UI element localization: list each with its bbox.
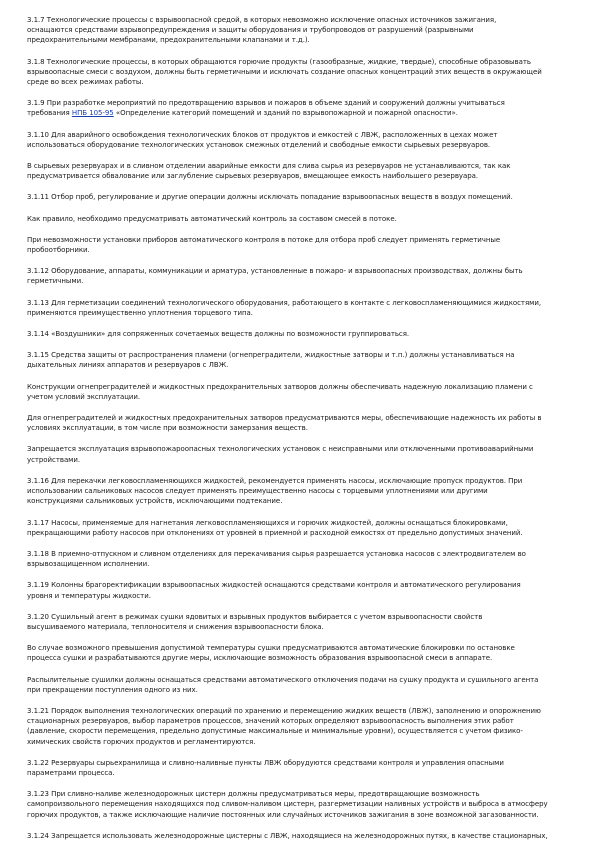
- paragraph: [27, 350, 568, 370]
- text-line: 3.1.7 Технологические процессы с взрывоопасной средой, в которых невозможно исключение опасных источников зажигания,: [27, 16, 497, 24]
- text-line: 3.1.9 При разработке мероприятий по предотвращению взрывов и пожаров в объеме зданий и сооружений должны учитываться: [27, 99, 505, 108]
- paragraph: [27, 413, 568, 433]
- text-line: предусматривается обвалование или заглубление сырьевых резервуаров, вмещающее емкость наибольшего резервуара.: [27, 172, 479, 181]
- text-line: Во случае возможного превышения допустимой температуры сушки предусматриваются автоматические блокировки по остановке: [27, 644, 515, 653]
- text-line: 3.1.20 Сушильный агент в режимах сушки ядовитых и взрывных продуктов выбирается с учетом взрывоопасности свойств: [27, 612, 483, 621]
- paragraph: [27, 476, 568, 507]
- paragraph: [27, 329, 568, 339]
- text-line: Запрещается эксплуатация взрывопожароопасных технологических установок с неисправными или отключенными противоаварийными: [27, 445, 534, 454]
- text-line: В сырьевых резервуарах и в сливном отделении аварийные емкости для слива сырья из резервуаров не устанавливаются, так как: [27, 162, 511, 171]
- text-line: 3.1.15 Средства защиты от распространения пламени (огнепреградители, жидкостные затворы и т.п.) должны устанавливаться на: [27, 351, 515, 360]
- text-line: 3.1.21 Порядок выполнения технологических операций по хранению и перемещению жидких веществ (ЛВЖ), заполнению и опорожнению: [27, 706, 541, 715]
- paragraph: [27, 831, 568, 841]
- paragraph: [27, 298, 568, 318]
- text-line: 3.1.12 Оборудование, аппараты, коммуникации и арматура, установленные в пожаро- и взрывоопасных производствах, должны быть: [27, 267, 523, 276]
- paragraph: [27, 130, 568, 150]
- text-line: 3.1.13 Для герметизации соединений технологического оборудования, работающего в контакте с легковоспламеняющимися жидкостями,: [27, 298, 542, 307]
- text-line: высушиваемого материала, теплоносителя и снижения взрывоопасности блока.: [27, 622, 324, 631]
- text-line: дыхательных линиях аппаратов и резервуаров с ЛВЖ.: [27, 361, 229, 370]
- paragraph: [27, 192, 568, 202]
- text-line: при прекращении поступления одного из них.: [27, 685, 198, 694]
- paragraph: [27, 675, 568, 695]
- text-line: устройствами.: [27, 455, 81, 464]
- text-line: прекращающими работу насосов при отклонениях от уровней в приемной и расходной емкостях от предельно допустимых значений.: [27, 528, 523, 537]
- paragraph: [27, 161, 568, 181]
- text-line: пробоотборники.: [27, 246, 90, 255]
- paragraph: [27, 518, 568, 538]
- text-line: химических свойств горючих продуктов и регламентируются.: [27, 737, 256, 746]
- paragraph: [27, 235, 568, 255]
- text-line: 3.1.11 Отбор проб, регулирование и другие операции должны исключать попадание взрывоопасных веществ в воздух помещений.: [27, 193, 513, 202]
- text-line: параметрами процесса.: [27, 768, 115, 777]
- document-reference-link[interactable]: НПБ 105-95: [71, 109, 114, 118]
- text-line: предохранительными мембранами, предохранительными клапанами и т.д.).: [27, 36, 310, 45]
- text-line: 3.1.10 Для аварийного освобождения технологических блоков от продуктов и емкостей с ЛВЖ, расположенных в цехах может: [27, 130, 498, 139]
- text-line: среде во всех режимах работы.: [27, 78, 144, 87]
- text-line: стационарных резервуаров, выбор параметров процессов, значений которых определяют взрывоопасность выполнения этих работ: [27, 717, 514, 726]
- paragraph: [27, 549, 568, 569]
- text-line: взрывозащищенном исполнении.: [27, 560, 150, 569]
- text-line: учетом условий эксплуатации.: [27, 392, 141, 401]
- text-line: конструкциями сальниковых устройств, исключающими подтекание.: [27, 497, 283, 506]
- text-line: уровня и температуры жидкости.: [27, 591, 151, 600]
- paragraph: [27, 612, 568, 632]
- paragraph: [27, 57, 568, 88]
- text-line: условиях эксплуатации, в том числе при возможности замерзания веществ.: [27, 424, 308, 433]
- paragraph: [27, 643, 568, 663]
- text-line: 3.1.23 При сливно-наливе железнодорожных цистерн должны предусматриваться меры, предотвращающие возможность: [27, 790, 480, 799]
- text-line: 3.1.19 Колонны брагоректификации взрывоопасных жидкостей оснащаются средствами контроля и автоматического регулирования: [27, 581, 521, 590]
- text-line: 3.1.17 Насосы, применяемые для нагнетания легковоспламеняющихся и горючих жидкостей, должны оснащаться блокировками,: [27, 518, 508, 527]
- paragraph: [27, 758, 568, 778]
- text-line: процесса сушки и разрабатываются другие меры, исключающие возможность образования взрывоопасной смеси в аппарате.: [27, 654, 493, 663]
- text-line: требования НПБ 105-95 «Определение категорий помещений и зданий по взрывопожарной и пожарной опасности».: [27, 109, 458, 118]
- paragraph: [27, 382, 568, 402]
- paragraph: [27, 214, 568, 224]
- text-line: Конструкции огнепреградителей и жидкостных предохранительных затворов должны обеспечивать надежную локализацию пламени с: [27, 382, 533, 391]
- text-line: герметичными.: [27, 277, 84, 286]
- paragraph: [27, 98, 568, 118]
- document-body: [27, 15, 568, 841]
- text-line: применяются преимущественно уплотнения торцевого типа.: [27, 308, 253, 317]
- text-line: использовании сальниковых насосов следует применять преимущественно насосы с торцевыми уплотнениями или другими: [27, 487, 488, 496]
- paragraph: [27, 789, 568, 820]
- text-line: (давление, скорости перемещения, предельно допустимые максимальные и минимальные уровни), осуществляется с учетом физико-: [27, 727, 523, 736]
- text-line: 3.1.24 Запрещается использовать железнодорожные цистерны с ЛВЖ, находящиеся на железнодорожных путях, в качестве стационарных,: [27, 831, 548, 840]
- text-line: При невозможности установки приборов автоматического контроля в потоке для отбора проб следует применять герметичные: [27, 235, 501, 244]
- text-line: самопроизвольного перемещения находящихся под сливом-наливом цистерн, разгерметизации наливных устройств и выброса в атмосферу: [27, 800, 548, 809]
- text-line: 3.1.18 В приемно-отпускном и сливном отделениях для перекачивания сырья разрешается установка насосов с электродвигателем во: [27, 549, 526, 558]
- text-line: горючих продуктов, а также исключающие наличие постоянных или случайных источников зажигания в зоне возможной загазованности.: [27, 810, 539, 819]
- paragraph: [27, 580, 568, 600]
- text-line: 3.1.14 «Воздушники» для сопряженных сочетаемых веществ должны по возможности группироваться.: [27, 330, 410, 339]
- text-line: 3.1.22 Резервуары сырьехранилища и сливно-наливные пункты ЛВЖ оборудуются средствами контроля и управления опасными: [27, 758, 504, 767]
- paragraph: [27, 706, 568, 747]
- text-line: оснащаются средствами взрывопредупреждения и защиты оборудования и трубопроводов от разрушений (разрывными: [27, 26, 474, 35]
- text-line: 3.1.16 Для перекачки легковоспламеняющихся жидкостей, рекомендуется применять насосы, исключающие пропуск продуктов. При: [27, 476, 523, 485]
- text-line: 3.1.8 Технологические процессы, в которых обращаются горючие продукты (газообразные, жидкие, твердые), способные образовывать: [27, 57, 531, 66]
- paragraph: [27, 266, 568, 286]
- text-line: Как правило, необходимо предусматривать автоматический контроль за составом смесей в потоке.: [27, 214, 397, 223]
- text-line: Для огнепреградителей и жидкостных предохранительных затворов предусматриваются меры, обеспечивающие надежность их работы в: [27, 414, 542, 423]
- text-line: использоваться оборудование технологических установок смежных отделений и свободные емкости сырьевых резервуаров.: [27, 140, 491, 149]
- paragraph: [27, 444, 568, 464]
- paragraph: [27, 15, 568, 46]
- text-line: Распылительные сушилки должны оснащаться средствами автоматического отключения подачи на сушку продукта и сушильного агента: [27, 675, 539, 684]
- text-line: взрывоопасные смеси с воздухом, должны быть герметичными и исключать создание опасных концентраций этих веществ в окружающей: [27, 67, 542, 76]
